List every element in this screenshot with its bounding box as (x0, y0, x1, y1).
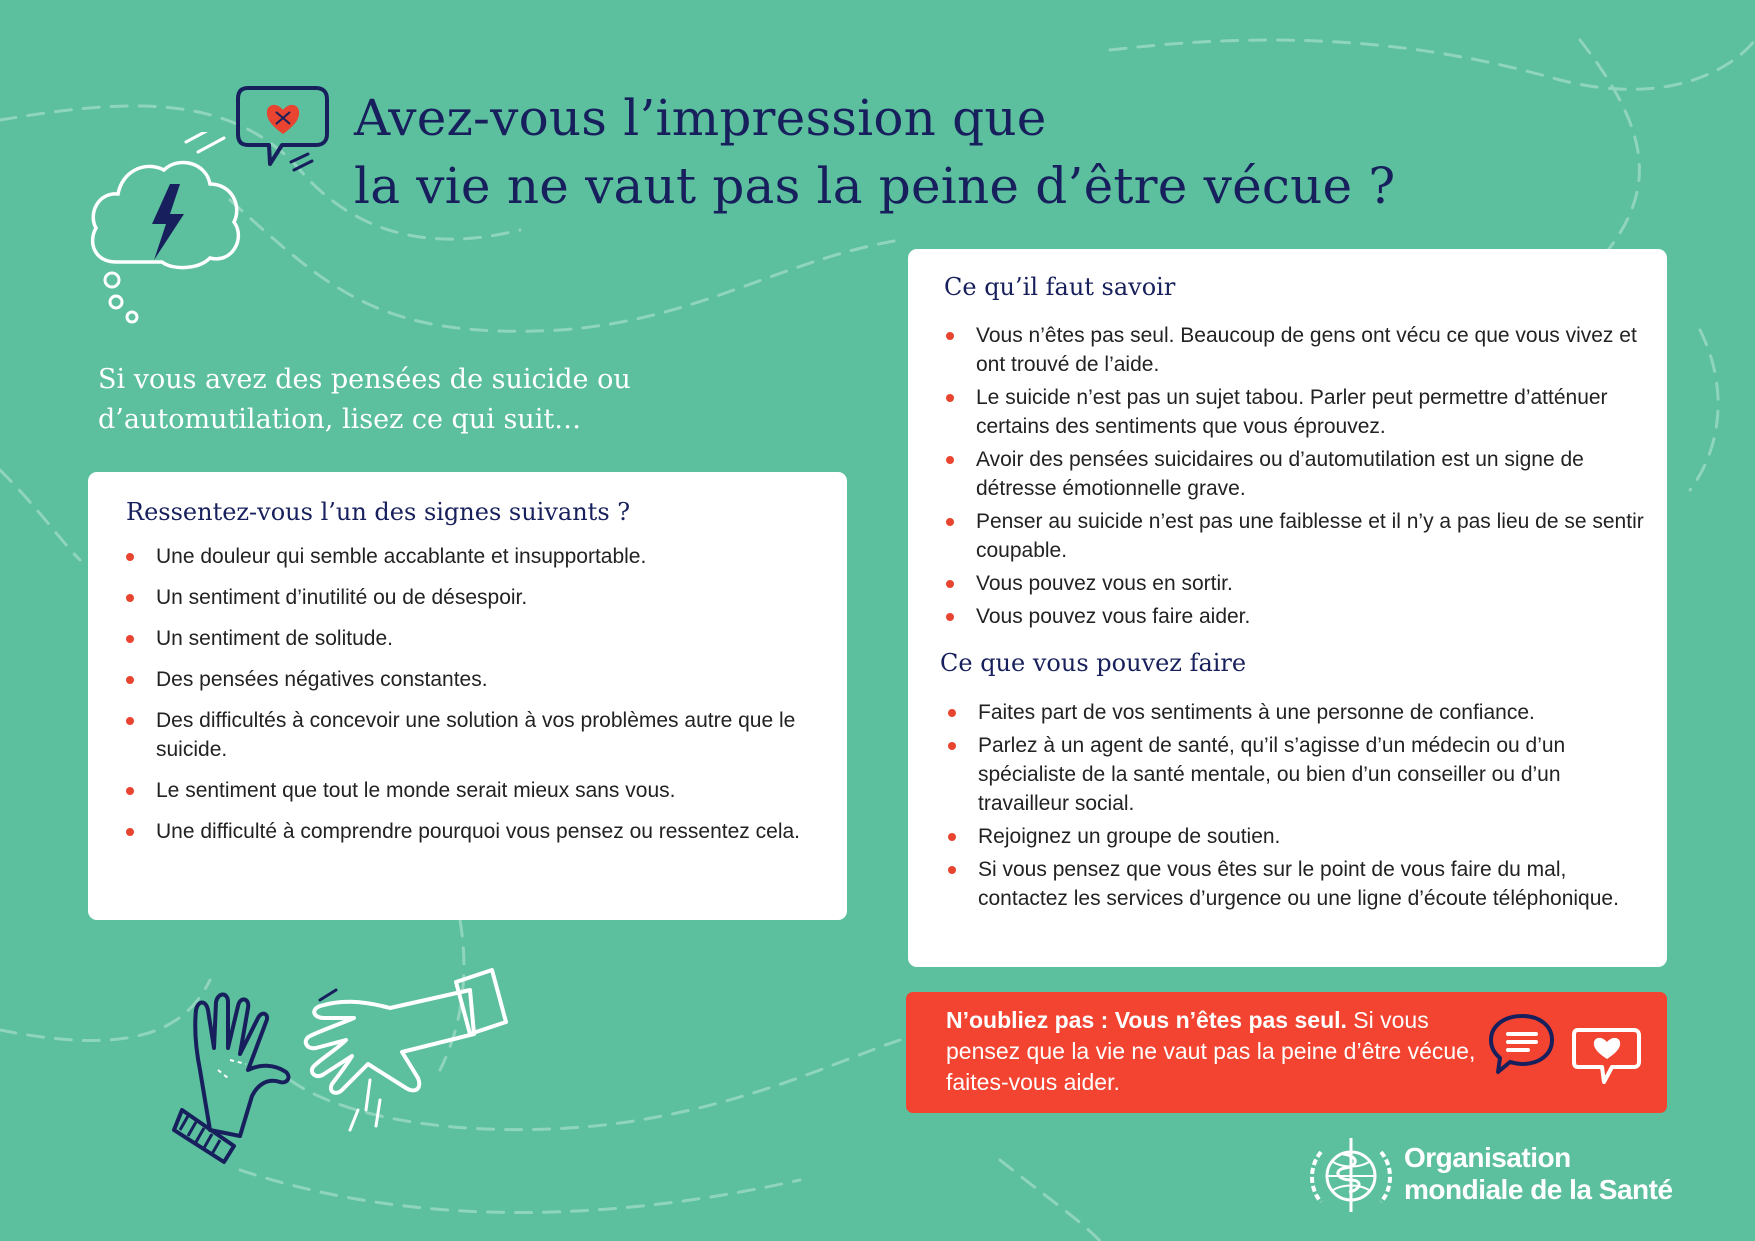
reminder-box (906, 992, 1667, 1113)
know-heading: Ce qu’il faut savoir (944, 273, 1176, 301)
signs-list (124, 542, 824, 858)
list-item: Vous pouvez vous en sortir. (944, 569, 1654, 598)
chat-bubble-icon (1486, 1010, 1558, 1078)
signs-heading: Ressentez-vous l’un des signes suivants ? (126, 498, 631, 526)
list-item: Des difficultés à concevoir une solution à vos problèmes autre que le suicide. (124, 706, 824, 764)
page-title-line1: Avez-vous l’impression que (354, 89, 1047, 147)
who-logo (1303, 1132, 1683, 1218)
advice-card (908, 249, 1667, 967)
list-item: Si vous pensez que vous êtes sur le point de vous faire du mal, contactez les services d’urgence ou une ligne d’écoute téléphonique. (946, 855, 1656, 913)
list-item: Avoir des pensées suicidaires ou d’automutilation est un signe de détresse émotionnelle grave. (944, 445, 1654, 503)
intro-text (98, 360, 631, 440)
list-item: Rejoignez un groupe de soutien. (946, 822, 1656, 851)
signs-card (88, 472, 847, 920)
list-item: Une difficulté à comprendre pourquoi vous pensez ou ressentez cela. (124, 817, 824, 846)
know-list (944, 321, 1654, 635)
list-item: Parlez à un agent de santé, qu’il s’agisse d’un médecin ou d’un spécialiste de la santé mentale, ou bien d’un conseiller ou d’un travailleur social. (946, 731, 1656, 818)
reminder-bold: Vous n’êtes pas seul. (1114, 1007, 1347, 1033)
page-title (354, 84, 1395, 220)
page-title-line2: la vie ne vaut pas la peine d’être vécue ? (354, 157, 1396, 215)
list-item: Un sentiment de solitude. (124, 624, 824, 653)
intro-line1: Si vous avez des pensées de suicide ou (98, 364, 631, 395)
list-item: Une douleur qui semble accablante et insupportable. (124, 542, 824, 571)
list-item: Le suicide n’est pas un sujet tabou. Parler peut permettre d’atténuer certains des sentiments que vous éprouvez. (944, 383, 1654, 441)
reminder-body: Si vous pensez que la vie ne vaut pas la peine d’être vécue, faites-vous aider. (946, 1007, 1476, 1095)
heart-message-icon (1572, 1026, 1642, 1088)
list-item: Des pensées négatives constantes. (124, 665, 824, 694)
intro-line2: d’automutilation, lisez ce qui suit… (98, 404, 582, 435)
who-name (1404, 1142, 1673, 1206)
list-item: Vous pouvez vous faire aider. (944, 602, 1654, 631)
thought-cloud-lightning-icon (86, 132, 246, 332)
list-item: Un sentiment d’inutilité ou de désespoir. (124, 583, 824, 612)
who-emblem-icon (1303, 1132, 1399, 1218)
reminder-label: N’oubliez pas : (946, 1007, 1109, 1033)
reminder-text (946, 1005, 1486, 1098)
do-list (946, 698, 1656, 917)
who-name-line1: Organisation (1404, 1142, 1571, 1173)
list-item: Penser au suicide n’est pas une faiblesse et il n’y a pas lieu de se sentir coupable. (944, 507, 1654, 565)
list-item: Vous n’êtes pas seul. Beaucoup de gens ont vécu ce que vous vivez et ont trouvé de l’aide. (944, 321, 1654, 379)
list-item: Faites part de vos sentiments à une personne de confiance. (946, 698, 1656, 727)
do-heading: Ce que vous pouvez faire (940, 649, 1247, 677)
list-item: Le sentiment que tout le monde serait mieux sans vous. (124, 776, 824, 805)
hands-reaching-illustration (170, 960, 530, 1170)
heart-speech-bubble-icon (236, 84, 332, 176)
who-name-line2: mondiale de la Santé (1404, 1174, 1673, 1205)
